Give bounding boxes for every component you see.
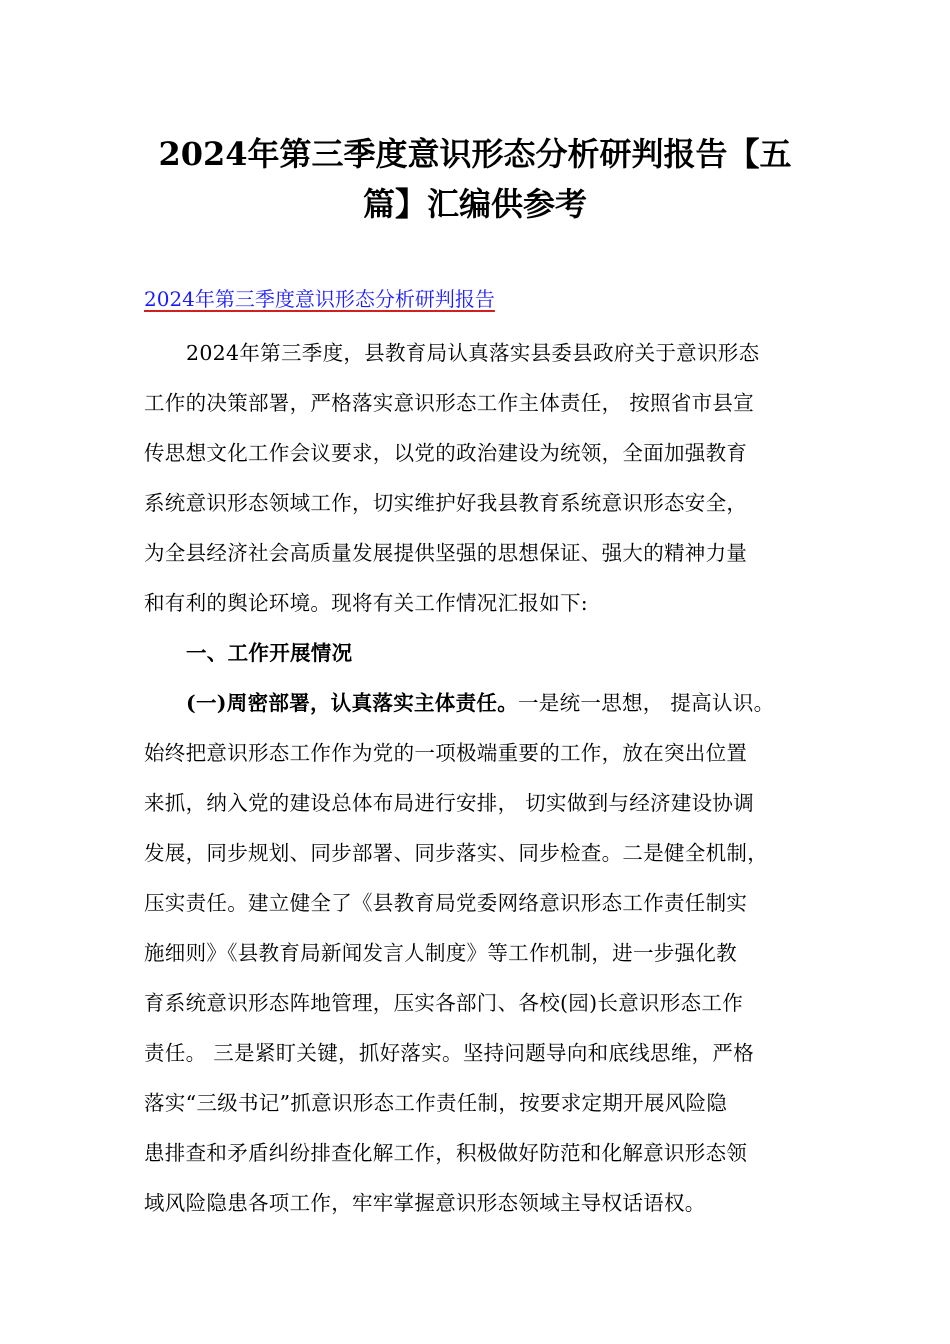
paragraph-line: 工作的决策部署，严格落实意识形态工作主体责任， 按照省市县宣 — [144, 391, 755, 415]
paragraph-line: 发展，同步规划、同步部署、同步落实、同步检查。二是健全机制， — [144, 841, 768, 865]
paragraph-line: 2024年第三季度，县教育局认真落实县委县政府关于意识形态 — [186, 341, 760, 365]
paragraph-line: 责任。 三是紧盯关键，抓好落实。坚持问题导向和底线思维，严格 — [144, 1041, 755, 1065]
paragraph-line: 施细则》《县教育局新闻发言人制度》等工作机制，进一步强化教 — [144, 941, 737, 965]
document-title-line-1: 2024年第三季度意识形态分析研判报告【五 — [158, 135, 792, 173]
paragraph-line: 压实责任。建立健全了《县教育局党委网络意识形态工作责任制实 — [144, 891, 748, 915]
paragraph-line: 传思想文化工作会议要求，以党的政治建设为统领，全面加强教育 — [144, 441, 748, 465]
section-heading: 一、工作开展情况 — [186, 641, 353, 665]
subsection-heading: (一)周密部署，认真落实主体责任。 — [186, 691, 518, 715]
paragraph-line: 始终把意识形态工作作为党的一项极端重要的工作，放在突出位置 — [144, 741, 748, 765]
paragraph-line: 和有利的舆论环境。现将有关工作情况汇报如下: — [144, 591, 589, 615]
paragraph-line: 域风险隐患各项工作，牢牢掌握意识形态领域主导权话语权。 — [144, 1191, 706, 1215]
document-title-line-2: 篇】汇编供参考 — [362, 185, 587, 223]
paragraph-line: 来抓，纳入党的建设总体布局进行安排， 切实做到与经济建设协调 — [144, 791, 755, 815]
paragraph-line: 为全县经济社会高质量发展提供坚强的思想保证、强大的精神力量 — [144, 541, 748, 565]
paragraph-line: 患排查和矛盾纠纷排查化解工作，积极做好防范和化解意识形态领 — [144, 1141, 748, 1165]
paragraph-line: 落实“三级书记”抓意识形态工作责任制，按要求定期开展风险隐 — [144, 1091, 728, 1115]
paragraph-line — [186, 688, 774, 718]
paragraph-line: 系统意识形态领域工作，切实维护好我县教育系统意识形态安全， — [144, 491, 748, 515]
paragraph-text: 一是统一思想， 提高认识。 — [518, 691, 775, 715]
toc-link-report[interactable]: 2024年第三季度意识形态分析研判报告 — [144, 287, 495, 311]
paragraph-line: 育系统意识形态阵地管理，压实各部门、各校(园)长意识形态工作 — [144, 991, 743, 1015]
